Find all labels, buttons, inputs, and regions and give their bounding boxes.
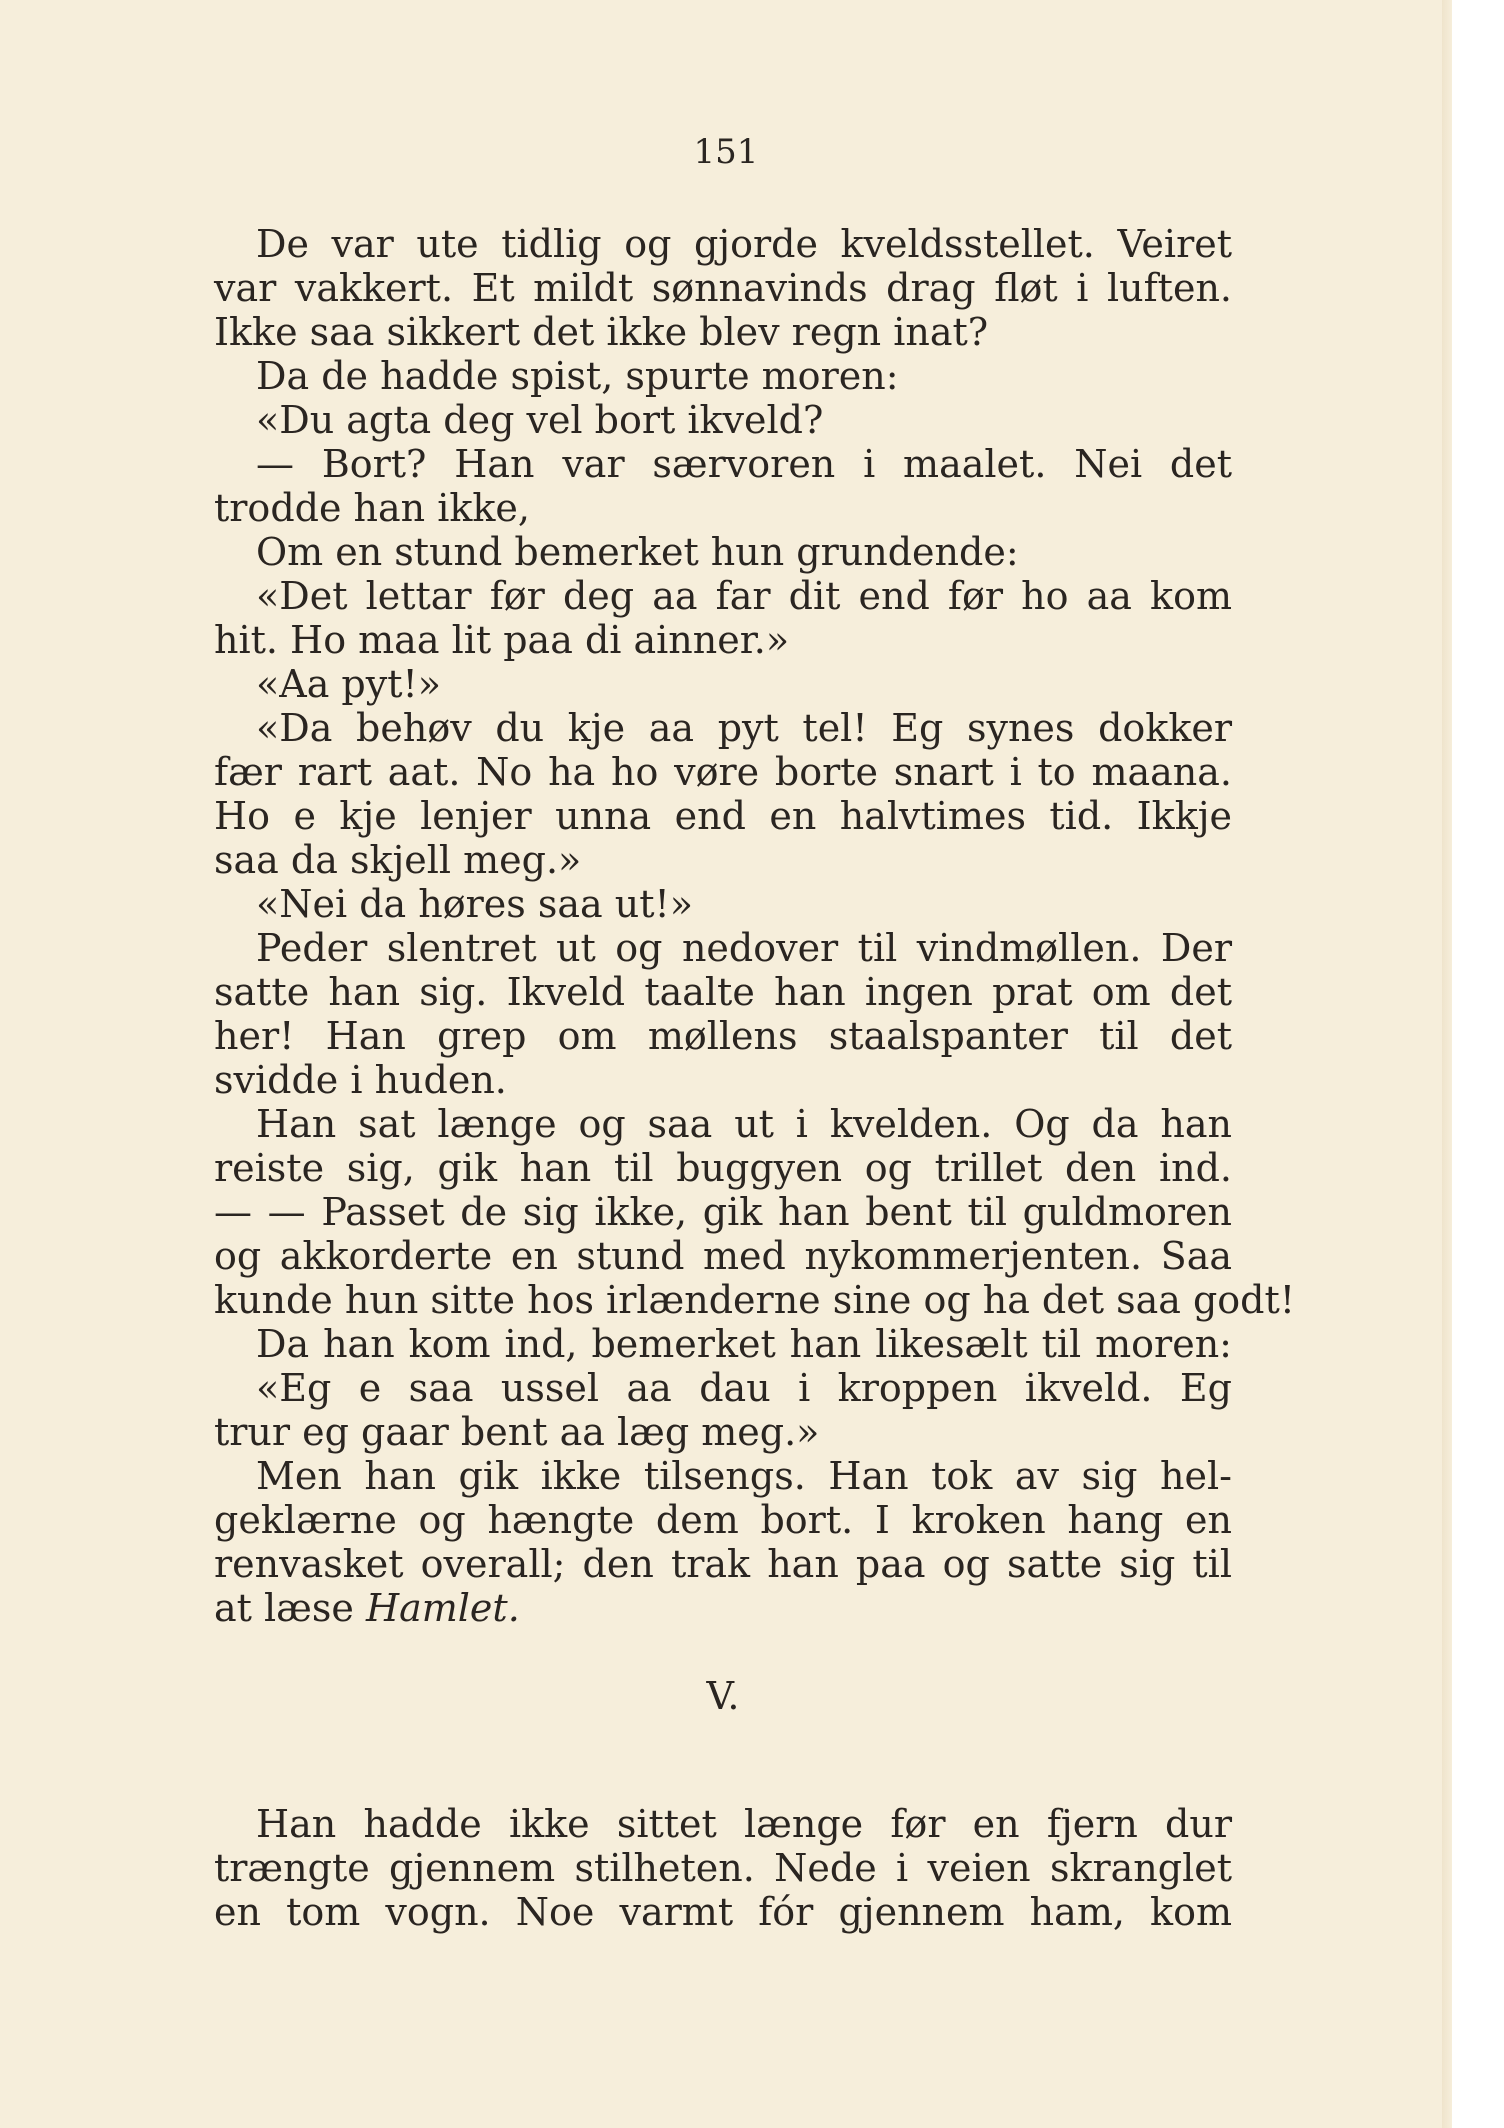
text-line: kunde hun sitte hos irlænderne sine og ha det saa godt! xyxy=(214,1278,1296,1322)
text-line: — Bort? Han var særvoren i maalet. Nei det xyxy=(256,442,1232,486)
text-line: trængte gjennem stilheten. Nede i veien skranglet xyxy=(214,1846,1232,1890)
text-line: her! Han grep om møllens staalspanter til det xyxy=(214,1014,1232,1058)
text-line: Ho e kje lenjer unna end en halvtimes tid. Ikkje xyxy=(214,794,1232,838)
text-line: svidde i huden. xyxy=(214,1058,507,1102)
text-line: Ikke saa sikkert det ikke blev regn inat? xyxy=(214,310,989,354)
text-line: Peder slentret ut og nedover til vindmøllen. Der xyxy=(256,926,1232,970)
text-line: trodde han ikke, xyxy=(214,486,530,530)
text-line: trur eg gaar bent aa læg meg.» xyxy=(214,1410,820,1454)
text-line: Men han gik ikke tilsengs. Han tok av sig hel- xyxy=(256,1454,1232,1498)
text-line: geklærne og hængte dem bort. I kroken hang en xyxy=(214,1498,1232,1542)
text-line: Om en stund bemerket hun grundende: xyxy=(256,530,1019,574)
body-text xyxy=(214,222,1296,1934)
work-title: Hamlet. xyxy=(365,1586,520,1630)
text-line: Han hadde ikke sittet længe før en fjern dur xyxy=(256,1802,1232,1846)
text-line: fær rart aat. No ha ho vøre borte snart i to maana. xyxy=(214,750,1232,794)
text-line: renvasket overall; den trak han paa og satte sig til xyxy=(214,1542,1232,1586)
text-line: «Du agta deg vel bort ikveld? xyxy=(256,398,824,442)
text-line: Da de hadde spist, spurte moren: xyxy=(256,354,899,398)
text-line: «Nei da høres saa ut!» xyxy=(256,882,694,926)
text-line xyxy=(214,1586,1232,1630)
text-line: Da han kom ind, bemerket han likesælt til moren: xyxy=(256,1322,1232,1366)
paragraphs-after xyxy=(214,1802,1232,1934)
text-line: «Aa pyt!» xyxy=(256,662,442,706)
text-line: De var ute tidlig og gjorde kveldsstellet. Veiret xyxy=(256,222,1232,266)
page-number: 151 xyxy=(693,132,759,172)
paragraphs-before xyxy=(214,222,1296,1586)
chapter-heading: V. xyxy=(706,1674,740,1718)
page-edge xyxy=(1442,0,1452,2128)
text-line: en tom vogn. Noe varmt fór gjennem ham, kom xyxy=(214,1890,1232,1934)
text-line: reiste sig, gik han til buggyen og trillet den ind. xyxy=(214,1146,1232,1190)
text-line: var vakkert. Et mildt sønnavinds drag fløt i luften. xyxy=(214,266,1232,310)
text-line: hit. Ho maa lit paa di ainner.» xyxy=(214,618,790,662)
line-text: at læse xyxy=(214,1586,366,1630)
text-line: saa da skjell meg.» xyxy=(214,838,582,882)
text-line: «Det lettar før deg aa far dit end før ho aa kom xyxy=(256,574,1232,618)
text-line: satte han sig. Ikveld taalte han ingen prat om det xyxy=(214,970,1232,1014)
text-line: og akkorderte en stund med nykommerjenten. Saa xyxy=(214,1234,1232,1278)
text-line: «Da behøv du kje aa pyt tel! Eg synes dokker xyxy=(256,706,1232,750)
text-line: Han sat længe og saa ut i kvelden. Og da han xyxy=(256,1102,1232,1146)
text-line: «Eg e saa ussel aa dau i kroppen ikveld. Eg xyxy=(256,1366,1232,1410)
text-line: — — Passet de sig ikke, gik han bent til guldmoren xyxy=(214,1190,1232,1234)
